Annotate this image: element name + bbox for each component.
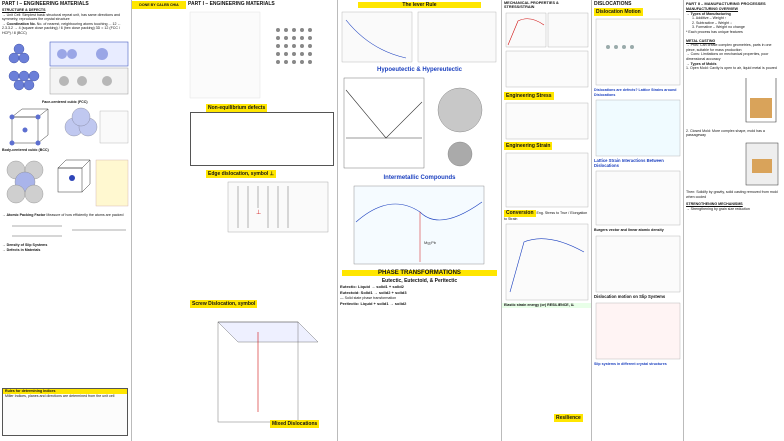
strengthening-text: → Strengthening by grain size reduction [686, 206, 750, 211]
unit-cell-text: → Unit Cell: Simplest basic structural repeat unit, has same directions and symmetry, reproduces the crystal structure [2, 12, 121, 22]
phase-heading: PHASE TRANSFORMATIONS [378, 270, 461, 276]
strengthening-heading: STRENGTHENING MECHANISMS [686, 202, 743, 207]
burgers-diagram [594, 234, 682, 294]
resilience-wrap [554, 414, 583, 422]
edge-dislocation-diagram [188, 180, 336, 236]
part-title: PART I – ENGINEERING MATERIALS [188, 1, 275, 7]
slip-sys-heading: Dislocation motion on Slip Systems [594, 293, 666, 299]
open-mold-diagram [686, 72, 782, 128]
casting-pros: → Pros: Can create complex geometries, parts in one piece, suitable for mass production [686, 43, 772, 52]
unit-cell-diagram [2, 38, 130, 98]
burgers-heading: Burgers vector and linear atomic density [594, 228, 664, 233]
slip-sys-diagram [594, 301, 682, 361]
part-title: DISLOCATIONS [594, 1, 632, 7]
screw-heading-wrap [190, 300, 257, 308]
author-byline: DONE BY CALEB CHIA [139, 3, 179, 7]
mixed-heading-wrap [270, 420, 319, 428]
types-item-2: 2. Subtractive – Weight ↓ [692, 20, 732, 25]
eutectoid-note: — Solid state phase transformation [340, 296, 397, 300]
apf-text: Measure of how efficiently the atoms are packed [46, 212, 124, 217]
conversion-heading: Conversion [506, 210, 534, 216]
column-5 [592, 0, 684, 441]
indices-rules-box [2, 388, 128, 436]
bcc-diagram [2, 154, 130, 212]
closed-mold-diagram [686, 139, 782, 189]
sub-title: MANUFACTURING OVERVIEW [686, 7, 739, 11]
coord-text: No. of nearest, neighbouring atoms touching ... 12 ← 2.3.3.2 → 4 (square close packing) / 6 (hex close packing) 3D = 12 (FCC / HCP) / 8 (BCC) [2, 21, 122, 35]
column-6 [684, 0, 784, 441]
elastic-heading: Elastic strain energy (or) RESILIENCE, Uᵣ [502, 303, 591, 308]
stress-strain-plots [504, 11, 590, 91]
eutectic-line: Eutectic: Liquid → solid1 + solid2 [340, 284, 404, 289]
edge-heading-wrap [206, 170, 276, 178]
dis-motion-heading: Dislocation Motion [596, 9, 641, 15]
column-1 [0, 0, 132, 441]
lever-rule-diagram [340, 10, 500, 66]
lever-heading: The lever Rule [402, 2, 437, 8]
types-heading: → Types of Manufacturing [686, 11, 731, 16]
column-3 [338, 0, 502, 441]
mold-2: 2. Closed Mold: More complex shape, mold has a passageway [686, 128, 765, 138]
part-title: MECHANICAL PROPERTIES & STRESS/STRAIN [504, 1, 559, 9]
dislocation-motion-diagram [594, 17, 682, 87]
author-banner [132, 1, 186, 9]
column-4 [502, 0, 592, 441]
mg2pb-label: Mg₂Pb [424, 240, 437, 245]
apf-label: → Atomic Packing Factor [2, 212, 46, 217]
coord-label: → Coordination No. [2, 21, 36, 26]
fcc-heading: Face-centered cubic (FCC) [42, 99, 88, 104]
bcc-heading: Body-centered cubic (BCC) [2, 148, 49, 153]
conversion-diagram [504, 222, 590, 302]
hypo-heading: Hypoeutectic & Hypereutectic [376, 67, 463, 73]
lattice-heading: Lattice Strain Interactions Between Dislocations [594, 158, 664, 168]
non-eq-box [190, 112, 334, 166]
types-note: * Each process has unique features [686, 29, 743, 34]
fcc-diagram [2, 105, 130, 147]
metal-casting-heading: METAL CASTING [686, 38, 716, 43]
molds-heading: → Types of Molds [686, 61, 717, 66]
q1-heading: Dislocations are defects? Lattice Strains around Dislocations [594, 88, 677, 97]
lattice-strain-diagram [594, 98, 682, 158]
eng-stress-diagram [504, 101, 590, 141]
mold-1: 1. Open Mold: Cavity is open to air, liquid metal is poured [686, 66, 777, 71]
column-2 [186, 0, 338, 441]
eutectoid-line: Eutectoid: Solid1 → solid2 + solid3 [340, 290, 407, 295]
intermetallic-heading: Intermetallic Compounds [383, 175, 456, 181]
types-item-3: 3. Formative – Weight no change [692, 25, 745, 30]
part-title: PART I – ENGINEERING MATERIALS [2, 1, 89, 7]
indices-rules-text: Miller Indices, planes and directions are determined from the unit cell [5, 393, 115, 398]
section-heading: STRUCTURE & DEFECTS [2, 8, 46, 12]
indices-rules-label: Rules for determining Indices [3, 389, 127, 394]
edge-heading: Edge dislocation, symbol ⊥ [208, 171, 275, 177]
slip-density-label: → Density of Slip Systems [2, 243, 48, 248]
screw-heading: Screw Dislocation, symbol [192, 301, 256, 307]
conversion-note: Eng. Stress to True / Elongation to Strain [504, 211, 588, 221]
types-item-1: 1. Additive – Weight ↑ [692, 16, 727, 21]
part-title: PART II – MANUFACTURING PROCESSES [686, 1, 766, 6]
defects-label: → Defects in Materials [2, 247, 41, 252]
eut-heading: Eutectic, Eutectoid, & Peritectic [381, 278, 458, 284]
apf-formula-area [2, 218, 130, 242]
eng-strain-diagram [504, 151, 590, 209]
eng-stress-heading: Engineering Stress [506, 93, 552, 99]
intermetallic-diagram [340, 182, 500, 268]
eng-strain-heading: Engineering Strain [506, 143, 551, 149]
peritectic-line: Peritectic: Liquid + solid1 → solid2 [340, 300, 407, 306]
hypo-phase-diagram [340, 74, 500, 174]
slip-diff-heading: Slip systems in different crystal structures [594, 361, 667, 366]
non-eq-heading: Non-equilibrium defects [208, 105, 266, 111]
mixed-heading: Mixed Dislocations [272, 421, 318, 427]
svg-text:⊥: ⊥ [256, 210, 262, 216]
lattice-interaction-diagram [594, 169, 682, 227]
casting-note: Then: Solidify by gravity, solid casting removed from mold when cooled [686, 189, 778, 199]
resilience-label: Resilience [556, 415, 581, 421]
lattice-diagram [188, 10, 336, 102]
screw-dislocation-diagram [188, 312, 336, 432]
casting-cons: → Cons: Limitations on mechanical properties, poor dimensional accuracy [686, 52, 769, 61]
